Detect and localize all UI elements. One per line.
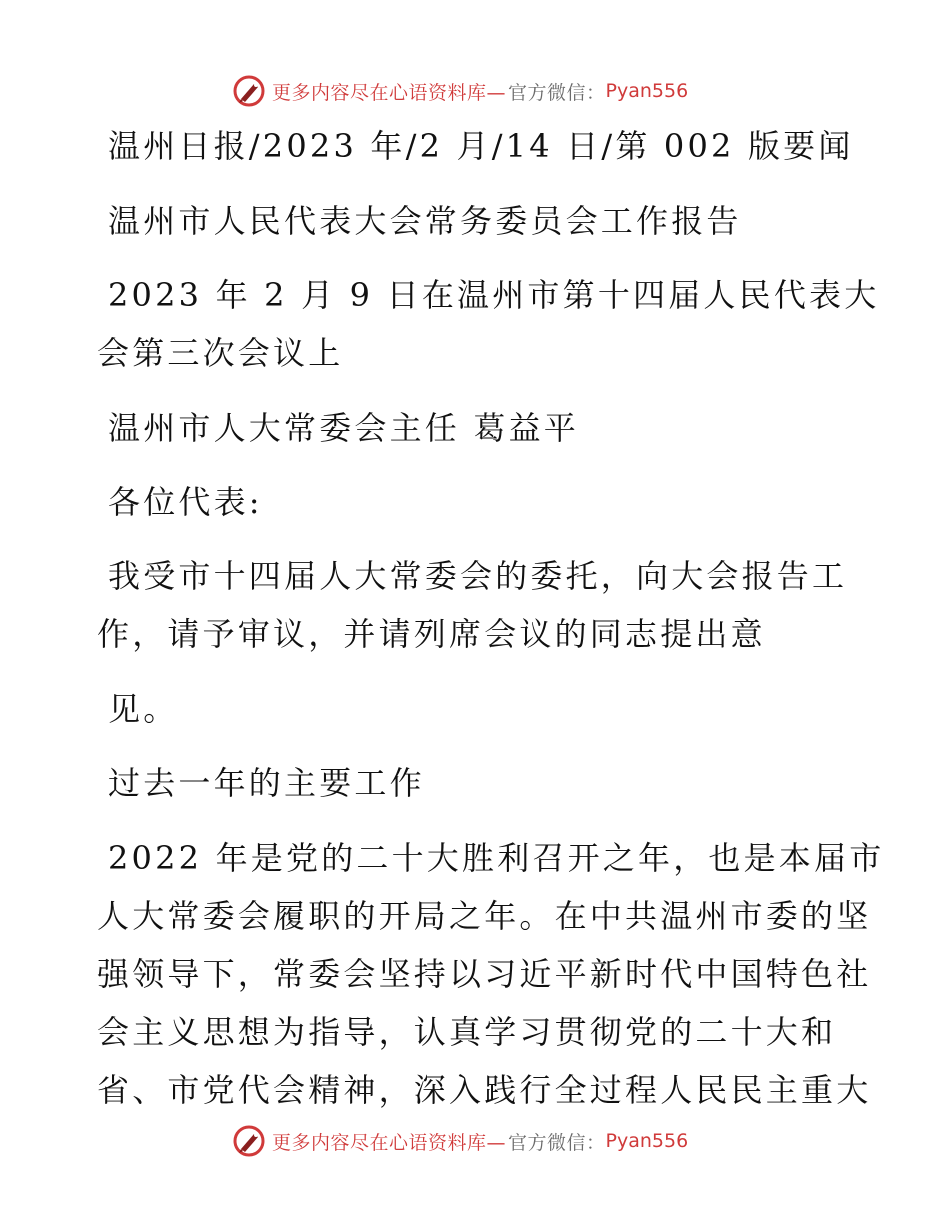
presenter-line: 温州市人大常委会主任 葛益平 <box>108 409 579 447</box>
paragraph-line: 省、市党代会精神，深入践行全过程人民民主重大 <box>97 1071 872 1109</box>
watermark-wechat-label: 官方微信： <box>508 81 606 104</box>
paragraph-line: 见。 <box>108 690 179 728</box>
watermark-wechat-id: Pyan556 <box>605 80 689 102</box>
paragraph-line: 会主义思想为指导，认真学习贯彻党的二十大和 <box>97 1013 837 1051</box>
salutation: 各位代表: <box>108 483 263 521</box>
paragraph-line: 2022 年是党的二十大胜利召开之年，也是本届市 <box>108 839 885 877</box>
report-title: 温州市人民代表大会常务委员会工作报告 <box>108 202 742 240</box>
section-heading: 过去一年的主要工作 <box>108 764 425 802</box>
paragraph-line: 作，请予审议，并请列席会议的同志提出意 <box>97 615 766 653</box>
paragraph-line: 强领导下，常委会坚持以习近平新时代中国特色社 <box>97 955 872 993</box>
newspaper-source-line: 温州日报/2023 年/2 月/14 日/第 002 版要闻 <box>108 127 854 165</box>
meeting-date-line: 2023 年 2 月 9 日在温州市第十四届人民代表大 <box>108 276 880 314</box>
paragraph-line: 我受市十四届人大常委会的委托，向大会报告工 <box>108 557 848 595</box>
watermark-text: 更多内容尽在心语资料库— <box>272 81 507 104</box>
watermark-bottom <box>232 1121 688 1161</box>
watermark-text: 更多内容尽在心语资料库— <box>272 1131 507 1154</box>
pen-logo-icon <box>232 1124 266 1158</box>
pen-logo-icon <box>232 74 266 108</box>
watermark-wechat-id: Pyan556 <box>605 1130 689 1152</box>
watermark-wechat-label: 官方微信： <box>508 1131 606 1154</box>
paragraph-line: 人大常委会履职的开局之年。在中共温州市委的坚 <box>97 897 872 935</box>
meeting-date-line-cont: 会第三次会议上 <box>97 334 344 372</box>
watermark-top <box>232 71 688 111</box>
